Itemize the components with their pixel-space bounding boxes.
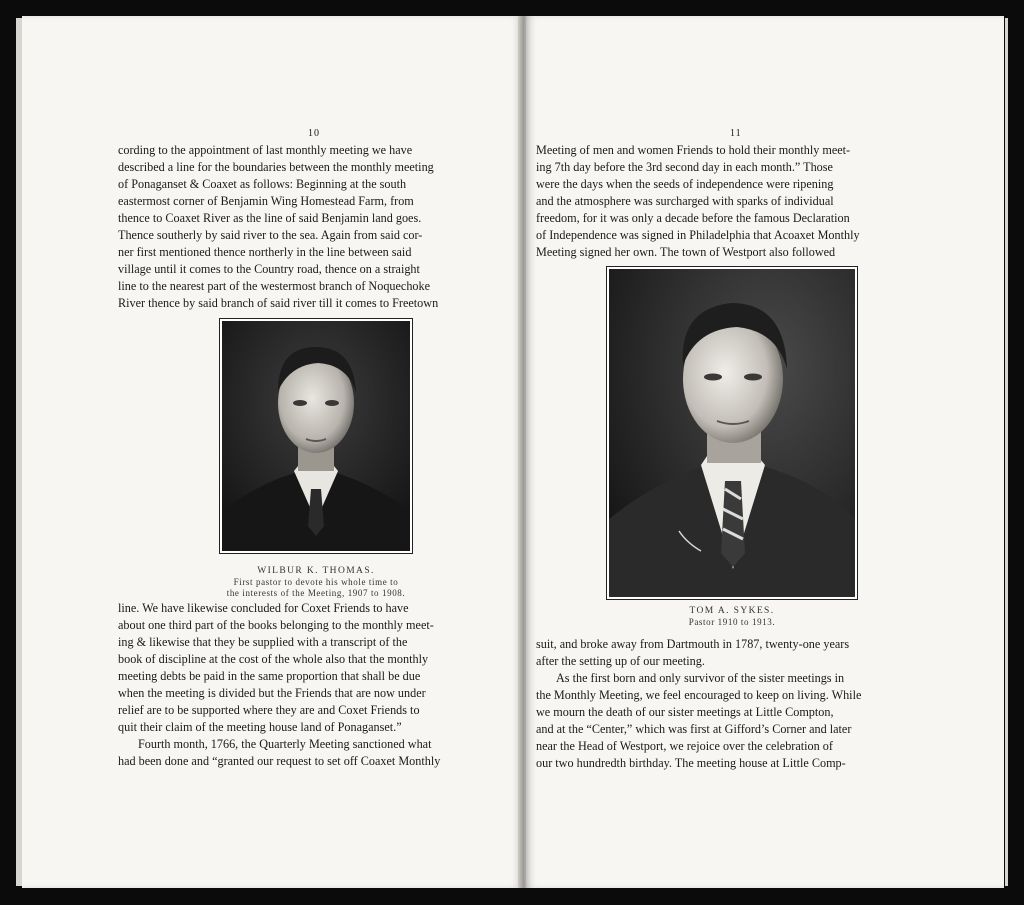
right-page	[526, 16, 1004, 888]
portrait-photo-wilbur-thomas	[219, 318, 413, 554]
left-text-bottom-2: Fourth month, 1766, the Quarterly Meeting sanctioned what had been done and “granted our request to set off Coaxet Monthly	[118, 737, 441, 768]
portrait-photo-tom-sykes	[606, 266, 858, 600]
left-text-top: cording to the appointment of last monthly meeting we have described a line for the boundaries between the monthly meeting of Ponaganset & Coaxet as follows: Beginning at the south eastermost corner of Benjamin Wing Homestead Farm, from thence to Coaxet River as the line of said Benjamin land goes. Thence southerly by said river to the sea. Again from said cor- ner first mentioned thence northerly in the line between said village until it comes to the Country road, thence on a straight line to the nearest part of the westermost branch of Noquechoke River thence by said branch of said river till it comes to Freetown	[118, 143, 439, 310]
right-text-top: Meeting of men and women Friends to hold their monthly meet- ing 7th day before the 3rd second day in each month.” Those were the days when the seeds of independence were ripening and the atmosphere was surcharged with sparks of individual freedom, for it was only a decade before the famous Declaration of Independence was signed in Philadelphia that Acoaxet Monthly Meeting signed her own. The town of Westport also followed	[536, 143, 860, 259]
left-page-number: 10	[308, 128, 320, 139]
left-photo-caption	[192, 566, 440, 599]
caption-line-1: First pastor to devote his whole time to	[233, 577, 399, 587]
caption-name: WILBUR K. THOMAS.	[257, 566, 375, 576]
right-text-bottom-2: As the first born and only survivor of the sister meetings in the Monthly Meeting, we feel encouraged to keep on living. While we mourn the death of our sister meetings at Little Compton, and at the “Center,” which was first at Gifford’s Corner and later near the Head of Westport, we rejoice over the celebration of our two hundredth birthday. The meeting house at Little Comp-	[536, 671, 862, 770]
portrait-image	[609, 269, 855, 597]
portrait-image	[222, 321, 410, 551]
right-photo-caption	[606, 606, 858, 628]
right-page-number: 11	[730, 128, 742, 139]
caption-line-1: Pastor 1910 to 1913.	[688, 617, 776, 627]
left-page	[22, 16, 522, 888]
right-text-bottom-1: suit, and broke away from Dartmouth in 1787, twenty-one years after the setting up of our meeting.	[536, 637, 850, 668]
caption-line-2: the interests of the Meeting, 1907 to 1908.	[226, 588, 406, 598]
left-text-bottom-1: line. We have likewise concluded for Coxet Friends to have about one third part of the books belonging to the monthly meet- ing & likewise that they be supplied with a transcript of the book of discipline at the cost of the whole also that the monthly meeting debts be paid in the same proportion that shall be due when the meeting is divided but the Friends that are now under relief are to be supported where they are and Coxet Friends to quit their claim of the meeting house land of Ponaganset.”	[118, 601, 434, 734]
caption-name: TOM A. SYKES.	[689, 606, 775, 616]
